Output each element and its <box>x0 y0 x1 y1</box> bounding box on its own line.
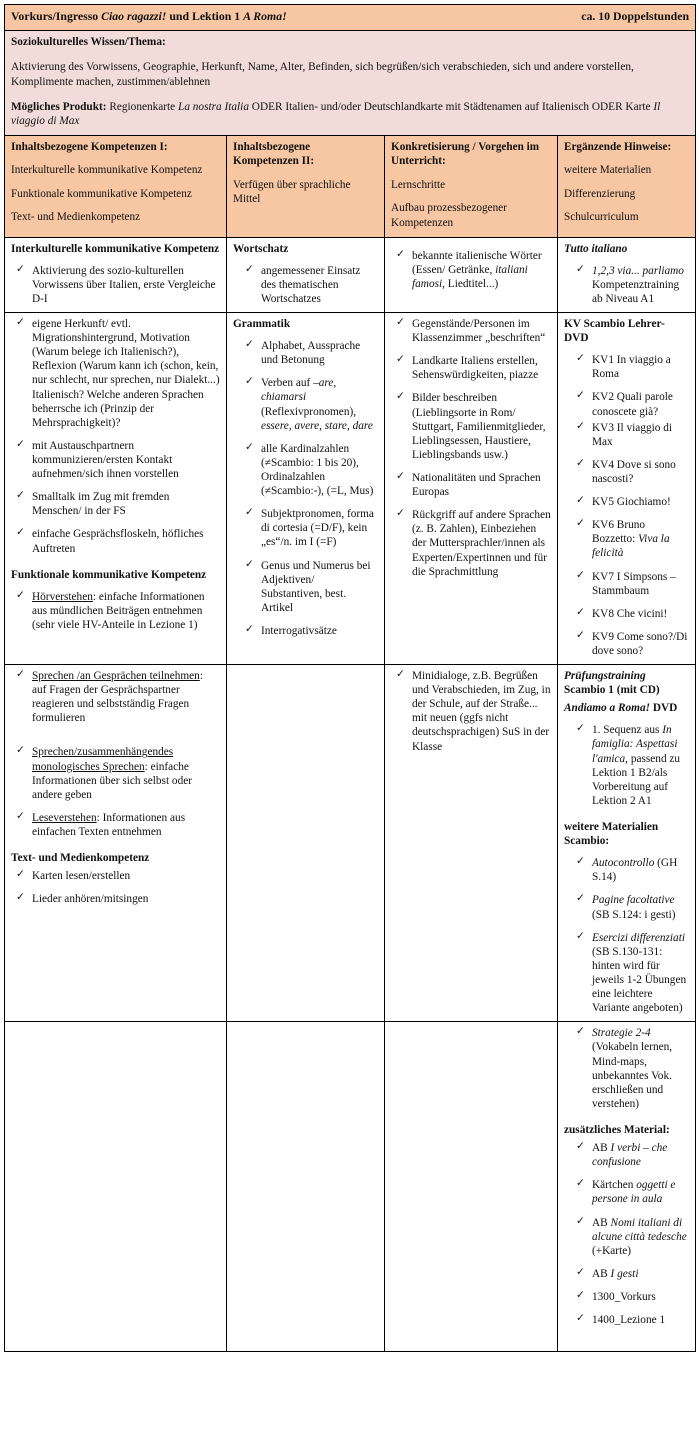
row1-col1-list <box>11 264 220 306</box>
item-text-a-end: , Liedtitel...) <box>442 277 499 290</box>
row3-col4-heading-1 <box>564 669 689 697</box>
col1-sub-1: Funktionale kommunikative Kompetenz <box>11 187 192 200</box>
list-item: ✓ Smalltalk im Zug mit fremden Menschen/ in der FS <box>11 490 220 518</box>
list-item: ✓ Lieder anhören/mitsingen <box>11 892 220 906</box>
col4-sub-2: Schulcurriculum <box>564 211 639 224</box>
product-label: Mögliches Produkt: <box>11 101 110 114</box>
row3-col1 <box>5 665 227 1022</box>
list-item: ✓ Verben auf –are, chiamarsi (Reflexivpronomen), essere, avere, stare, dare <box>233 376 378 432</box>
col4-heading: Ergänzende Hinweise: <box>564 140 672 153</box>
column-header-kompetenzen-2 <box>227 135 385 237</box>
list-item: ✓ Gegenstände/Personen im Klassenzimmer „beschriften“ <box>391 317 551 345</box>
title-row <box>5 5 696 31</box>
list-item <box>11 590 220 632</box>
row4-col4-heading: zusätzliches Material: <box>564 1124 670 1136</box>
row3-col4-list-1 <box>564 723 689 808</box>
row3-col2 <box>227 665 385 1022</box>
col4-sub-1: Differenzierung <box>564 187 636 200</box>
title-text <box>11 9 571 24</box>
content-row-3 <box>5 665 696 1022</box>
row3-col1-heading-2: Text- und Medienkompetenz <box>11 852 150 865</box>
column-header-row <box>5 135 696 237</box>
row1-col4-list <box>564 264 689 306</box>
col4-sub-0: weitere Materialien <box>564 164 652 177</box>
column-header-kompetenzen-1 <box>5 135 227 237</box>
list-item <box>11 669 220 725</box>
col2-sub-0: Verfügen über sprachliche Mittel <box>233 178 351 206</box>
row3-col4-heading-2 <box>564 701 689 715</box>
item-text-a: bekannte italienische Wörter (Essen/ Getränke, <box>412 249 542 276</box>
col3-heading: Konkretisierung / Vorgehen im Unterricht: <box>391 140 540 168</box>
list-item: ✓ Autocontrollo (GH S.14) <box>564 856 689 884</box>
list-item <box>564 264 689 306</box>
row2-col2-heading: Grammatik <box>233 317 291 330</box>
sprechen-rest-1: : auf Fragen der Gesprächspartner reagieren und selbstständig Fragen formulieren <box>32 670 203 725</box>
product-text-2: ODER Italien- und/oder Deutschlandkarte mit Städtenamen auf Italienisch ODER Karte <box>248 101 654 114</box>
sociocultural-heading: Soziokulturelles Wissen/Thema: <box>11 36 166 48</box>
title-prefix: Vorkurs/Ingresso <box>11 9 102 23</box>
list-item: ✓ Interrogativsätze <box>233 624 378 638</box>
row2-col3 <box>385 312 558 664</box>
list-item: ✓ 1. Sequenz aus In famiglia: Aspettasi l'amica, passend zu Lektion 1 B2/als Vorbereitung auf Lektion 2 A1 <box>564 723 689 808</box>
sociocultural-row <box>5 31 696 136</box>
row2-col4-list <box>564 353 689 658</box>
row3-col3 <box>385 665 558 1022</box>
list-item: ✓ einfache Gesprächsfloskeln, höfliches Auftreten <box>11 527 220 555</box>
row4-col4-list-1 <box>564 1026 689 1111</box>
sprechen-rest-2: : einfache Informationen über sich selbst oder andere geben <box>32 760 192 801</box>
row1-col1 <box>5 237 227 312</box>
list-item: ✓ 1400_Lezione 1 <box>564 1313 689 1327</box>
row1-col2-heading: Wortschatz <box>233 242 289 255</box>
row2-col4 <box>558 312 696 664</box>
row2-col1-list <box>11 317 220 556</box>
title-duration: ca. 10 Doppelstunden <box>581 9 690 23</box>
list-item: ✓ Karten lesen/erstellen <box>11 869 220 883</box>
list-item: ✓ KV8 Che vicini! <box>564 607 689 621</box>
row3-col1-list <box>11 669 220 839</box>
col3-sub-0: Lernschritte <box>391 178 446 191</box>
sprechen-label-2: Sprechen/zusammenhängendes monologisches Sprechen <box>32 746 174 773</box>
list-item: ✓ Landkarte Italiens erstellen, Sehenswürdigkeiten, piazze <box>391 354 551 382</box>
product-text-1: Regionenkarte <box>109 101 179 114</box>
leseverstehen-rest: : Informationen aus einfachen Texten entnehmen <box>32 811 186 839</box>
row1-col3 <box>385 237 558 312</box>
list-item: ✓ KV9 Come sono?/Di dove sono? <box>564 630 689 658</box>
row3-col4-list-2 <box>564 856 689 1015</box>
list-item: ✓ eigene Herkunft/ evtl. Migrationshintergrund, Motivation (Warum belege ich Italienisch?), Reflexion (Warum kann ich (schon, kein, nur schlecht, nur sprechen, nur Dialekt...) Italienisch? Welche anderen Sprachen beherrsche ich (Prinzip der Mehrsprachigkeit)? <box>11 317 220 430</box>
row2-col2 <box>227 312 385 664</box>
title-band <box>5 5 696 31</box>
row4-col2 <box>227 1022 385 1352</box>
row1-col4-heading: Tutto italiano <box>564 242 628 255</box>
list-item: ✓ Minidialoge, z.B. Begrüßen und Verabschieden, im Zug, in der Schule, auf der Straße... mit neuen (ggfs nicht deutschsprachigen) SuS in der Klasse <box>391 669 551 754</box>
list-item: ✓ AB Nomi italiani di alcune città tedesche (+Karte) <box>564 1216 689 1258</box>
row2-col1-heading-2: Funktionale kommunikative Kompetenz <box>11 568 207 581</box>
list-item: ✓ mit Austauschpartnern kommunizieren/ersten Kontakt aufnehmen/sich ihnen vorstellen <box>11 439 220 481</box>
row3-col1-list-2 <box>11 869 220 906</box>
col1-sub-2: Text- und Medienkompetenz <box>11 211 141 224</box>
list-item: ✓ Strategie 2-4 (Vokabeln lernen, Mind-maps, unbekanntes Vok. erschließen und verstehen) <box>564 1026 689 1111</box>
row3-col3-list <box>391 669 551 754</box>
list-item <box>11 811 220 839</box>
sociocultural-band <box>5 31 696 136</box>
content-row-1 <box>5 237 696 312</box>
col1-sub-0: Interkulturelle kommunikative Kompetenz <box>11 164 203 177</box>
item-italic-a: italiani famosi <box>412 263 528 290</box>
list-item <box>11 745 220 801</box>
list-item: ✓ KV5 Giochiamo! <box>564 495 689 509</box>
row2-col2-list <box>233 339 378 638</box>
list-item: ✓ KV6 Bruno Bozzetto: Viva la felicità <box>564 518 689 560</box>
row4-col3 <box>385 1022 558 1352</box>
list-item: ✓ KV2 Quali parole conoscete già? <box>564 390 689 418</box>
product-italic-2: Il viaggio di Max <box>11 101 661 128</box>
title-italic-2: A Roma! <box>243 9 287 23</box>
product-italic-1: La nostra Italia <box>178 101 249 114</box>
andiamo-rest: DVD <box>650 702 678 715</box>
pruefungstraining-italic: Prüfungstraining <box>564 670 646 683</box>
row1-col2-list <box>233 264 378 306</box>
title-italic-1: Ciao ragazzi! <box>101 9 167 23</box>
item-rest: Kompetenztraining ab Niveau A1 <box>592 278 680 305</box>
row2-col1-list-2 <box>11 590 220 632</box>
row2-col3-list <box>391 317 551 579</box>
row2-col4-heading: KV Scambio Lehrer-DVD <box>564 317 665 345</box>
list-item: ✓ 1300_Vorkurs <box>564 1290 689 1304</box>
column-header-konkretisierung <box>385 135 558 237</box>
list-item: ✓ AB I gesti <box>564 1267 689 1281</box>
list-item: ✓ Alphabet, Aussprache und Betonung <box>233 339 378 367</box>
list-item: ✓ angemessener Einsatz des thematischen Wortschatzes <box>233 264 378 306</box>
hv-text: : einfache Informationen aus mündlichen Beiträgen entnehmen (sehr viele HV-Anteile in Lezione 1) <box>32 590 205 631</box>
sprechen-label-1: Sprechen /an Gesprächen teilnehmen <box>32 670 200 683</box>
list-item: ✓ Rückgriff auf andere Sprachen (z. B. Zahlen), Einbeziehen der Muttersprachler/innen als Experten/Expertinnen und für die Sprachmittlung <box>391 508 551 579</box>
row1-col2 <box>227 237 385 312</box>
list-item: ✓ KV7 I Simpsons – Stammbaum <box>564 570 689 598</box>
list-item: ✓ KV3 Il viaggio di Max <box>564 421 689 449</box>
list-item: ✓ alle Kardinalzahlen (≠Scambio: 1 bis 20), Ordinalzahlen (≠Scambio:-), (=L, Mus) <box>233 442 378 498</box>
list-item <box>391 249 551 291</box>
list-item: ✓ Aktivierung des sozio-kulturellen Vorwissens über Italien, erste Vergleiche D-I <box>11 264 220 306</box>
andiamo-italic: Andiamo a Roma! <box>564 702 651 715</box>
list-item: ✓ Genus und Numerus bei Adjektiven/ Substantiven, best. Artikel <box>233 559 378 615</box>
leseverstehen-label: Leseverstehen <box>32 811 97 824</box>
list-item: ✓ Esercizi differenziati (SB S.130-131: hinten wird für jeweils 1-2 Übungen eine leichtere Variante angeboten) <box>564 931 689 1016</box>
list-item: ✓ Subjektpronomen, forma di cortesia (=D/F), kein „es“/n. im I (=F) <box>233 507 378 549</box>
col2-heading: Inhaltsbezogene Kompetenzen II: <box>233 140 315 168</box>
content-row-4 <box>5 1022 696 1352</box>
list-item: ✓ Kärtchen oggetti e persone in aula <box>564 1178 689 1206</box>
row3-col4 <box>558 665 696 1022</box>
list-item: ✓ KV1 In viaggio a Roma <box>564 353 689 381</box>
row4-col4 <box>558 1022 696 1352</box>
curriculum-table <box>4 4 696 1352</box>
row3-col4-heading-3: weitere Materialien Scambio: <box>564 821 659 848</box>
row4-col1 <box>5 1022 227 1352</box>
row4-col4-list-2 <box>564 1141 689 1327</box>
list-item: ✓ Pagine facoltative (SB S.124: i gesti) <box>564 893 689 921</box>
row1-col3-list <box>391 249 551 291</box>
row1-col1-heading: Interkulturelle kommunikative Kompetenz <box>11 242 220 255</box>
item-italic: 1,2,3 via... parliamo <box>592 264 684 277</box>
title-mid: und Lektion 1 <box>166 9 244 23</box>
list-item: ✓ Nationalitäten und Sprachen Europas <box>391 471 551 499</box>
list-item: ✓ AB I verbi – che confusione <box>564 1141 689 1169</box>
col1-heading: Inhaltsbezogene Kompetenzen I: <box>11 140 168 153</box>
row2-col1 <box>5 312 227 664</box>
sociocultural-paragraph: Aktivierung des Vorwissens, Geographie, Herkunft, Name, Alter, Befinden, sich begrüßen/sich verabschieden, sich und andere vorstellen, Komplimente machen, zustimmen/ablehnen <box>11 61 634 88</box>
col3-sub-1: Aufbau prozessbezogener Kompetenzen <box>391 202 507 229</box>
column-header-hinweise <box>558 135 696 237</box>
pruefungstraining-rest: Scambio 1 (mit CD) <box>564 684 660 697</box>
content-row-2 <box>5 312 696 664</box>
list-item: ✓ Bilder beschreiben (Lieblingsorte in Rom/ Stuttgart, Familienmitglieder, Lieblingsessen, Haustiere, Lieblingsbands usw.) <box>391 391 551 462</box>
list-item: ✓ KV4 Dove si sono nascosti? <box>564 458 689 486</box>
spacer <box>391 242 551 249</box>
possible-product <box>11 100 689 129</box>
row1-col4 <box>558 237 696 312</box>
hv-label: Hörverstehen <box>32 590 93 603</box>
